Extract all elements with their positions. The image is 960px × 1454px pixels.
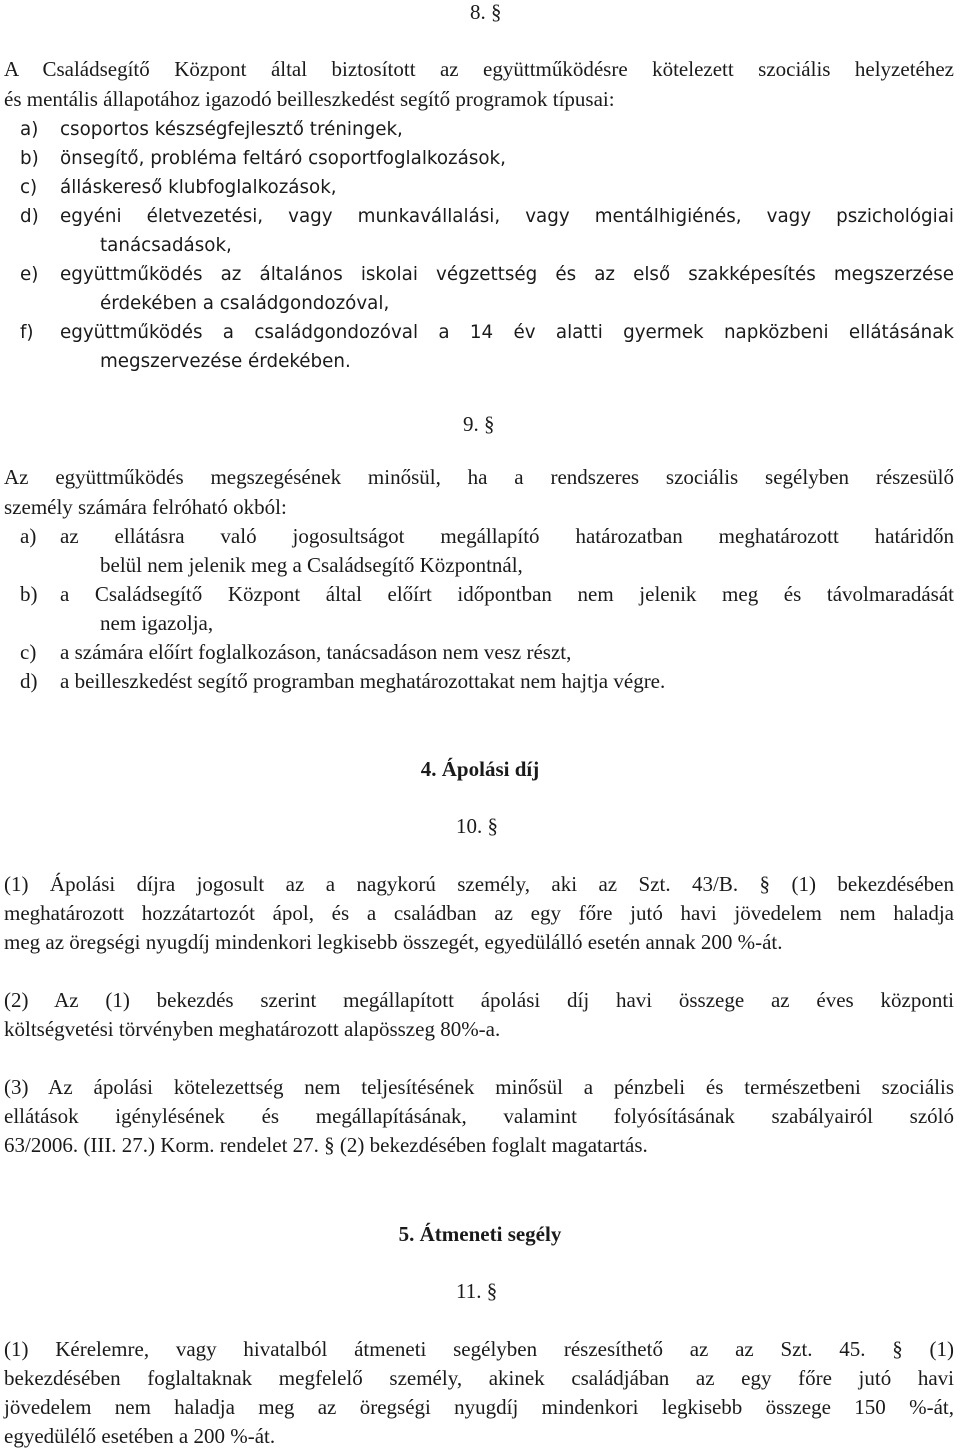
section-8-heading: 8. § [470,0,502,24]
paragraph-line: (1) Kérelemre, vagy hivatalból átmeneti segélyben részesíthető az az Szt. 45. § (1) [4,1337,954,1361]
list-item-text: a számára előírt foglalkozáson, tanácsadáson nem vesz részt, [60,640,572,664]
chapter-4-title: 4. Ápolási díj [420,757,540,781]
paragraph-line: bekezdésében foglaltaknak megfelelő személy, akinek családjában az egy főre jutó havi [4,1366,954,1390]
list-item-text: a beilleszkedést segítő programban meghatározottakat nem hajtja végre. [60,669,666,693]
list-item-label: d) [20,206,39,227]
list-item [4,173,960,202]
list-item-label: a) [20,119,39,140]
list-item [4,522,954,551]
list-item-continuation: megszervezése érdekében. [100,351,351,372]
list-item [4,580,954,609]
list-item [4,260,954,289]
paragraph-line: 63/2006. (III. 27.) Korm. rendelet 27. § (2) bekezdésében foglalt magatartás. [4,1133,648,1157]
section-11-heading: 11. § [456,1279,498,1303]
list-item-continuation: nem igazolja, [100,611,214,635]
list-item-text: együttműködés a családgondozóval a 14 év alatti gyermek napközbeni ellátásának [60,322,954,343]
paragraph-line: költségvetési törvényben meghatározott alapösszeg 80%-a. [4,1017,501,1041]
list-item-text: önsegítő, probléma feltáró csoportfoglalkozások, [60,148,506,169]
section-9-intro-line-1: Az együttműködés megszegésének minősül, ha a rendszeres szociális segélyben részesülő [4,465,954,489]
paragraph-line: meghatározott hozzátartozót ápol, és a családban az egy főre jutó havi jövedelem nem haladja [4,901,954,925]
list-item [4,115,960,144]
list-item-label: f) [20,322,34,343]
list-item-continuation: tanácsadások, [100,235,232,256]
list-item-text: álláskereső klubfoglalkozások, [60,177,337,198]
list-item-label: e) [20,264,39,285]
list-item-text: egyéni életvezetési, vagy munkavállalási, vagy mentálhigiénés, vagy pszichológiai [60,206,954,227]
list-item-label: b) [20,582,38,606]
paragraph-line: (3) Az ápolási kötelezettség nem teljesítésének minősül a pénzbeli és természetbeni szociális [4,1075,954,1099]
list-item [4,144,960,173]
chapter-5-title: 5. Átmeneti segély [398,1222,562,1246]
paragraph-line: (1) Ápolási díjra jogosult az a nagykorú személy, aki az Szt. 43/B. § (1) bekezdésében [4,872,954,896]
section-8-intro-line-1: A Családsegítő Központ által biztosított az együttműködésre kötelezett szociális helyzetéhez [4,57,954,81]
list-item-text: az ellátásra való jogosultságot megállapító határozatban meghatározott határidőn [60,524,954,548]
list-item-label: c) [20,640,37,664]
list-item-text: együttműködés az általános iskolai végzettség és az első szakképesítés megszerzése [60,264,954,285]
list-item [4,667,960,696]
list-item-continuation: érdekében a családgondozóval, [100,293,390,314]
list-item [4,638,960,667]
paragraph-line: jövedelem nem haladja meg az öregségi nyugdíj mindenkori legkisebb összege 150 %-át, [4,1395,954,1419]
section-9-heading: 9. § [463,412,495,436]
paragraph-line: (2) Az (1) bekezdés szerint megállapított ápolási díj havi összege az éves központi [4,988,954,1012]
section-10-heading: 10. § [456,814,498,838]
list-item-label: c) [20,177,38,198]
section-8-intro-line-2: és mentális állapotához igazodó beilleszkedést segítő programok típusai: [4,87,615,111]
paragraph-line: ellátások igénylésének és megállapításának, valamint folyósításának szabályairól szóló [4,1104,954,1128]
list-item-label: d) [20,669,38,693]
list-item-label: a) [20,524,37,548]
list-item-continuation: belül nem jelenik meg a Családsegítő Központnál, [100,553,523,577]
list-item-text: csoportos készségfejlesztő tréningek, [60,119,403,140]
list-item [4,318,954,347]
section-9-intro-line-2: személy számára felróható okból: [4,495,287,519]
list-item-label: b) [20,148,39,169]
list-item-text: a Családsegítő Központ által előírt időpontban nem jelenik meg és távolmaradását [60,582,954,606]
paragraph-line: meg az öregségi nyugdíj mindenkori legkisebb összegét, egyedülálló esetén annak 200 %-át. [4,930,783,954]
list-item [4,202,954,231]
paragraph-line: egyedülélő esetében a 200 %-át. [4,1424,276,1448]
